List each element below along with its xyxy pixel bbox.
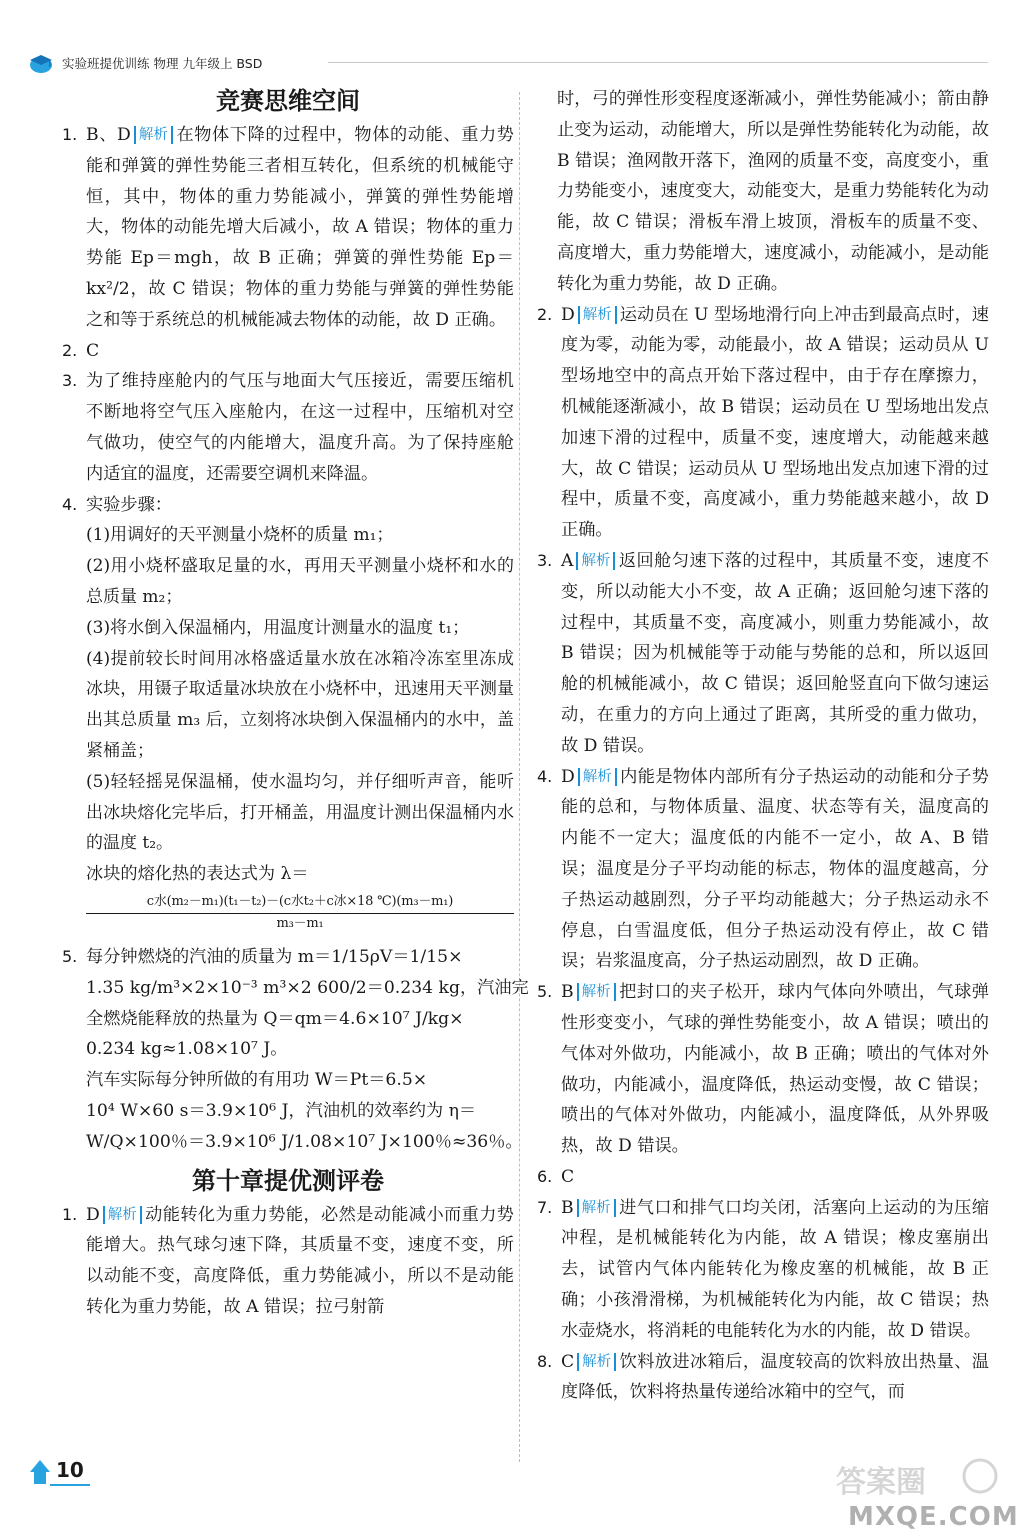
item-text: 把封口的夹子松开，球内气体向外喷出，气球弹性形变变小，气球的弹性势能变小，故 A 错误；喷出的气体对外做功，内能减小，故 B 正确；喷出的气体对外做功，内能减小，温度降低，热运动变慢，故 C 错误；喷出的气体对外做功，内能减小，温度降低，从外界吸热，故 D 错误。 <box>561 982 989 1157</box>
left-column <box>62 84 529 1323</box>
answer-item-5 <box>62 942 529 1158</box>
calculation-line: 全燃烧能释放的热量为 Q＝qm＝4.6×10⁷ J/kg× <box>86 1008 464 1029</box>
section-title-chapter-test: 第十章提优测评卷 <box>192 1166 384 1195</box>
test-answer-right-item-5 <box>537 1162 989 1193</box>
section-title-competition: 竞赛思维空间 <box>216 87 360 115</box>
test-answer-right-item-4 <box>537 977 989 1162</box>
analysis-tag: 解析 <box>577 1353 616 1371</box>
item-intro: 实验步骤： <box>86 494 172 515</box>
watermark-logo-text: 答案圈 <box>836 1465 926 1500</box>
item-number: 1. <box>62 125 78 144</box>
watermark-url: MXQE.COM <box>848 1502 1019 1532</box>
answer-item-4 <box>62 490 514 934</box>
continued-text <box>537 84 989 300</box>
answer-choice: D <box>561 766 575 787</box>
item-number: 3. <box>62 371 78 391</box>
graduation-cap-icon <box>28 50 54 76</box>
calculation-line: 1.35 kg/m³×2×10⁻³ m³×2 600/2＝0.234 kg，汽油完 <box>86 977 529 998</box>
formula-numerator: c水(m₂－m₁)(t₁－t₂)－(c水t₂＋c冰×18 ℃)(m₃－m₁) <box>86 892 514 914</box>
item-number: 1. <box>62 1204 78 1224</box>
answer-choice: B、D <box>86 125 131 145</box>
item-text: 返回舱匀速下落的过程中，其质量不变，速度不变，所以动能大小不变，故 A 正确；返回舱匀速下落的过程中，其质量不变，高度减小，则重力势能减小，故 B 错误；因为机械能等于动能与势能的总和，所以返回舱的机械能减小，故 C 错误；返回舱竖直向下做匀速运动，在重力的方向上通过了距离，其所受的重力做功，故 D 错误。 <box>561 550 989 756</box>
test-answer-item-1 <box>62 1200 514 1323</box>
answer-choice: C <box>561 1166 575 1187</box>
item-text: 饮料放进冰箱后，温度较高的饮料放出热量、温度降低，饮料将热量传递给冰箱中的空气，而 <box>561 1351 989 1403</box>
analysis-tag: 解析 <box>577 1199 616 1217</box>
item-number: 5. <box>537 982 553 1002</box>
item-number: 4. <box>537 766 553 786</box>
item-number: 2. <box>537 304 553 324</box>
test-answer-right-item-3 <box>537 762 989 978</box>
answer-choice: A <box>561 550 574 571</box>
item-number: 5. <box>62 946 78 966</box>
item-number: 8. <box>537 1351 553 1371</box>
page-number-label: 10 <box>56 1458 84 1482</box>
experiment-step: (1)用调好的天平测量小烧杯的质量 m₁； <box>86 525 394 546</box>
calculation-line: 汽车实际每分钟所做的有用功 W＝Pt＝6.5× <box>86 1070 428 1091</box>
analysis-tag: 解析 <box>103 1206 142 1224</box>
answer-choice: C <box>561 1351 575 1372</box>
formula-intro: 冰块的熔化热的表达式为 λ＝ <box>86 864 309 885</box>
item-text: 运动员在 U 型场地滑行向上冲击到最高点时，速度为零，动能为零，动能最小，故 A 错误；运动员从 U 型场地空中的高点开始下落过程中，由于存在摩擦力，机械能逐渐减小，故 B 错误；运动员在 U 型场地出发点加速下滑的过程中，质量不变，速度增大，动能越来越大，故 C 错误；运动员从 U 型场地出发点加速下滑的过程中，质量不变，高度减小，重力势能越来越小，故 D 正确。 <box>561 304 989 541</box>
continued-paragraph: 时，弓的弹性形变程度逐渐减小，弹性势能减小；箭由静止变为运动，动能增大，所以是弹性势能转化为动能，故 B 错误；渔网散开落下，渔网的质量不变，高度变小，重力势能变小，速度变大，动能变大，是重力势能转化为动能，故 C 错误；滑板车滑上坡顶，滑板车的质量不变、高度增大，重力势能增大，速度减小，动能减小，是动能转化为重力势能，故 D 正确。 <box>557 89 989 294</box>
calculation-line: 10⁴ W×60 s＝3.9×10⁶ J，汽油机的效率约为 η＝ <box>86 1100 477 1121</box>
item-number: 4. <box>62 494 78 514</box>
item-number: 3. <box>537 550 553 570</box>
test-answer-right-item-6 <box>537 1193 989 1347</box>
formula-denominator: m₃－m₁ <box>276 915 324 931</box>
analysis-tag: 解析 <box>576 552 615 570</box>
answer-item-1 <box>62 120 514 336</box>
formula <box>86 892 514 934</box>
page-header <box>28 48 988 78</box>
experiment-step: (5)轻轻摇晃保温桶，使水温均匀，并仔细听声音，能听出冰块熔化完毕后，打开桶盖，用温度计测出保温桶内水的温度 t₂。 <box>86 771 514 854</box>
analysis-tag: 解析 <box>578 768 617 786</box>
column-divider <box>519 92 520 1462</box>
item-number: 6. <box>537 1166 553 1186</box>
answer-choice: B <box>561 982 574 1003</box>
experiment-step: (3)将水倒入保温桶内，用温度计测量水的温度 t₁； <box>86 617 470 638</box>
right-column <box>537 84 989 1408</box>
header-title: 实验班提优训练 物理 九年级上 BSD <box>62 56 263 71</box>
test-answer-right-item-7 <box>537 1347 989 1409</box>
calculation-line: W/Q×100％＝3.9×10⁶ J/1.08×10⁷ J×100％≈36％。 <box>86 1131 523 1152</box>
calculation-line: 每分钟燃烧的汽油的质量为 m＝1/15ρV＝1/15× <box>86 946 463 967</box>
item-number: 2. <box>62 340 78 360</box>
experiment-step: (2)用小烧杯盛取足量的水，再用天平测量小烧杯和水的总质量 m₂； <box>86 556 514 607</box>
page-number <box>30 1458 90 1488</box>
item-text: 进气口和排气口均关闭，活塞向上运动的为压缩冲程，是机械能转化为内能，故 A 错误；橡皮塞崩出去，试管内气体内能转化为橡皮塞的机械能，故 B 正确；小孩滑滑梯，为机械能转化为内能，故 C 错误；热水壶烧水，将消耗的电能转化为水的内能，故 D 错误。 <box>561 1197 989 1341</box>
answer-choice: D <box>561 304 575 325</box>
answer-item-2 <box>62 336 514 367</box>
item-text: 动能转化为重力势能，必然是动能减小而重力势能增大。热气球匀速下降，其质量不变，速度不变，所以动能不变，高度降低，重力势能减小，所以不是动能转化为重力势能，故 A 错误；拉弓射箭 <box>86 1204 514 1317</box>
answer-choice: D <box>86 1204 100 1225</box>
item-number: 7. <box>537 1197 553 1217</box>
analysis-tag: 解析 <box>134 126 173 144</box>
answer-choice: C <box>86 340 100 361</box>
test-answer-right-item-1 <box>537 300 989 546</box>
item-text: 在物体下降的过程中，物体的动能、重力势能和弹簧的弹性势能三者相互转化，但系统的机械能守恒，其中，物体的重力势能减小，弹簧的弹性势能增大，物体的动能先增大后减小，故 A 错误；物体的重力势能 Ep＝mgh，故 B 正确；弹簧的弹性势能 Ep＝kx²/2，故 C 错误；物体的重力势能与弹簧的弹性势能之和等于系统总的机械能减去物体的动能，故 D 正确。 <box>86 125 514 330</box>
item-text: 为了维持座舱内的气压与地面大气压接近，需要压缩机不断地将空气压入座舱内，在这一过程中，压缩机对空气做功，使空气的内能增大，温度升高。为了保持座舱内适宜的温度，还需要空调机来降温。 <box>86 371 514 484</box>
answer-item-3 <box>62 366 514 489</box>
test-answer-right-item-2 <box>537 546 989 762</box>
calculation-line: 0.234 kg≈1.08×10⁷ J。 <box>86 1039 288 1060</box>
analysis-tag: 解析 <box>578 306 617 324</box>
answer-choice: B <box>561 1197 574 1218</box>
experiment-step: (4)提前较长时间用冰格盛适量水放在冰箱冷冻室里冻成冰块，用镊子取适量冰块放在小烧杯中，迅速用天平测量出其总质量 m₃ 后，立刻将冰块倒入保温桶内的水中，盖紧桶盖； <box>86 648 514 761</box>
analysis-tag: 解析 <box>577 983 616 1001</box>
header-rule <box>328 62 988 63</box>
item-text: 内能是物体内部所有分子热运动的动能和分子势能的总和，与物体质量、温度、状态等有关，温度高的内能不一定大；温度低的内能不一定小，故 A、B 错误；温度是分子平均动能的标志，物体的温度越高，分子热运动越剧烈，分子平均动能越大；分子热运动永不停息，白雪温度低，但分子热运动没有停止，故 C 错误；岩浆温度高，分子热运动剧烈，故 D 正确。 <box>561 766 989 972</box>
